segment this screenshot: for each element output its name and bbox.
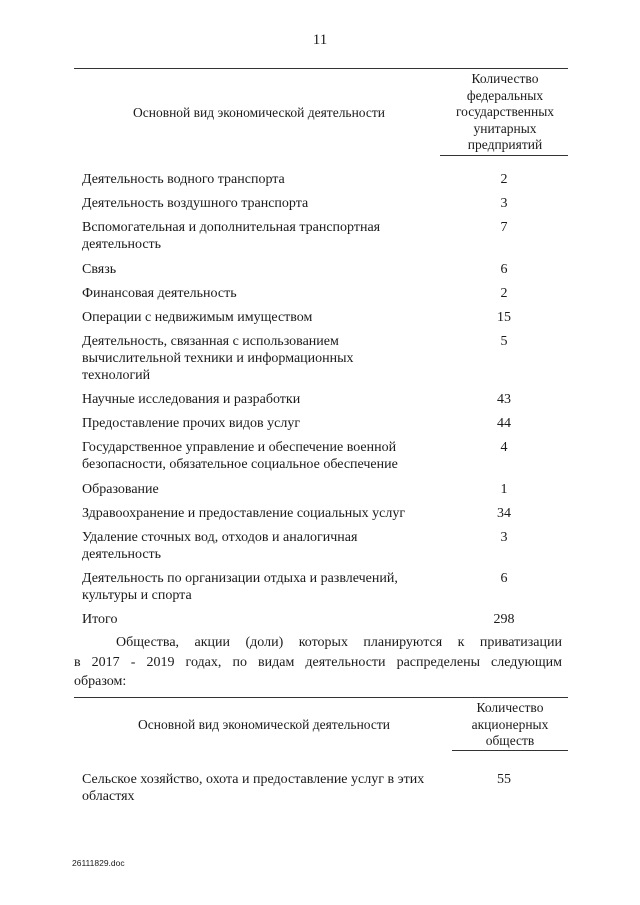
count-value: 34 xyxy=(497,506,511,521)
activity-name-line: Финансовая деятельность xyxy=(82,286,237,301)
activity-name-line: технологий xyxy=(82,368,151,383)
footer-filename: 26111829.doc xyxy=(72,858,125,868)
table1-header-count xyxy=(440,71,570,154)
paragraph-line: образом: xyxy=(74,674,127,689)
count-value: 1 xyxy=(500,482,508,497)
table2-header-count-rule xyxy=(452,750,568,751)
table2-header-count-line: обществ xyxy=(485,733,535,748)
paragraph-line: в 2017 - 2019 годах, по видам деятельности распределены следующим xyxy=(74,654,562,670)
activity-name-line: культуры и спорта xyxy=(82,588,192,603)
activity-name xyxy=(82,333,432,384)
table2-header-count xyxy=(450,700,570,750)
activity-name-line: Операции с недвижимым имуществом xyxy=(82,310,313,325)
count-value: 44 xyxy=(497,416,511,431)
table2-header-count-line: Количество xyxy=(476,700,544,715)
count-value: 5 xyxy=(500,334,508,349)
activity-name xyxy=(82,505,432,522)
activity-name xyxy=(82,195,432,212)
activity-name xyxy=(82,309,432,326)
table1-header-count-line: федеральных xyxy=(466,87,544,103)
table1-header-count-line: Количество xyxy=(471,71,539,86)
activity-name-line: вычислительной техники и информационных xyxy=(82,351,354,366)
count-value: 2 xyxy=(500,286,508,301)
activity-name-line: Вспомогательная и дополнительная транспортная xyxy=(82,220,381,235)
activity-name xyxy=(82,611,432,628)
activity-name-line: областях xyxy=(82,789,135,804)
activity-name xyxy=(82,391,432,408)
activity-name xyxy=(82,219,432,253)
table1-header-activity: Основной вид экономической деятельности xyxy=(132,105,386,120)
table2-header-count-line: акционерных xyxy=(471,716,549,732)
count-value: 4 xyxy=(500,440,508,455)
activity-name-line: Деятельность воздушного транспорта xyxy=(82,196,309,211)
table1-top-rule xyxy=(74,68,568,69)
activity-name xyxy=(82,261,432,278)
activity-name-line: Связь xyxy=(82,262,117,277)
count-value: 2 xyxy=(500,172,508,187)
activity-name-line: Государственное управление и обеспечение военной xyxy=(82,440,397,455)
paragraph-line: Общества, акции (доли) которых планируются к приватизации xyxy=(116,635,562,650)
activity-name-line: Деятельность, связанная с использованием xyxy=(82,334,339,349)
activity-name xyxy=(82,285,432,302)
activity-name-line: деятельность xyxy=(82,237,162,252)
activity-name xyxy=(82,171,432,188)
activity-name xyxy=(82,439,432,473)
count-value: 6 xyxy=(500,262,508,277)
activity-name-line: Деятельность по организации отдыха и развлечений, xyxy=(82,571,398,586)
count-value: 6 xyxy=(500,571,508,586)
count-value: 3 xyxy=(500,530,508,545)
activity-name-line: Деятельность водного транспорта xyxy=(82,172,285,187)
activity-name-line: безопасности, обязательное социальное обеспечение xyxy=(82,457,398,472)
activity-name-line: Сельское хозяйство, охота и предоставление услуг в этих xyxy=(82,772,425,787)
table1-header-count-line: унитарных xyxy=(473,120,537,136)
activity-name-line: Предоставление прочих видов услуг xyxy=(82,416,301,431)
activity-name xyxy=(82,481,432,498)
count-value: 298 xyxy=(493,612,515,627)
count-value: 43 xyxy=(497,392,511,407)
table1-header-count-rule xyxy=(440,155,568,156)
activity-name xyxy=(82,771,472,805)
table1-header-count-line: государственных xyxy=(455,104,555,119)
activity-name-line: Научные исследования и разработки xyxy=(82,392,301,407)
page-number: 11 xyxy=(312,32,328,48)
count-value: 55 xyxy=(497,772,511,787)
activity-name xyxy=(82,570,432,604)
count-value: 3 xyxy=(500,196,508,211)
activity-name xyxy=(82,415,432,432)
activity-name-line: Образование xyxy=(82,482,159,497)
activity-name-line: Итого xyxy=(82,612,118,627)
activity-name xyxy=(82,529,432,563)
table2-header-activity: Основной вид экономической деятельности xyxy=(137,717,391,732)
count-value: 7 xyxy=(500,220,508,235)
table2-top-rule xyxy=(74,697,568,698)
count-value: 15 xyxy=(497,310,511,325)
table1-header-count-line: предприятий xyxy=(467,137,543,152)
activity-name-line: Удаление сточных вод, отходов и аналогичная xyxy=(82,530,358,545)
intro-paragraph xyxy=(74,633,562,692)
activity-name-line: деятельность xyxy=(82,547,162,562)
activity-name-line: Здравоохранение и предоставление социальных услуг xyxy=(82,506,406,521)
